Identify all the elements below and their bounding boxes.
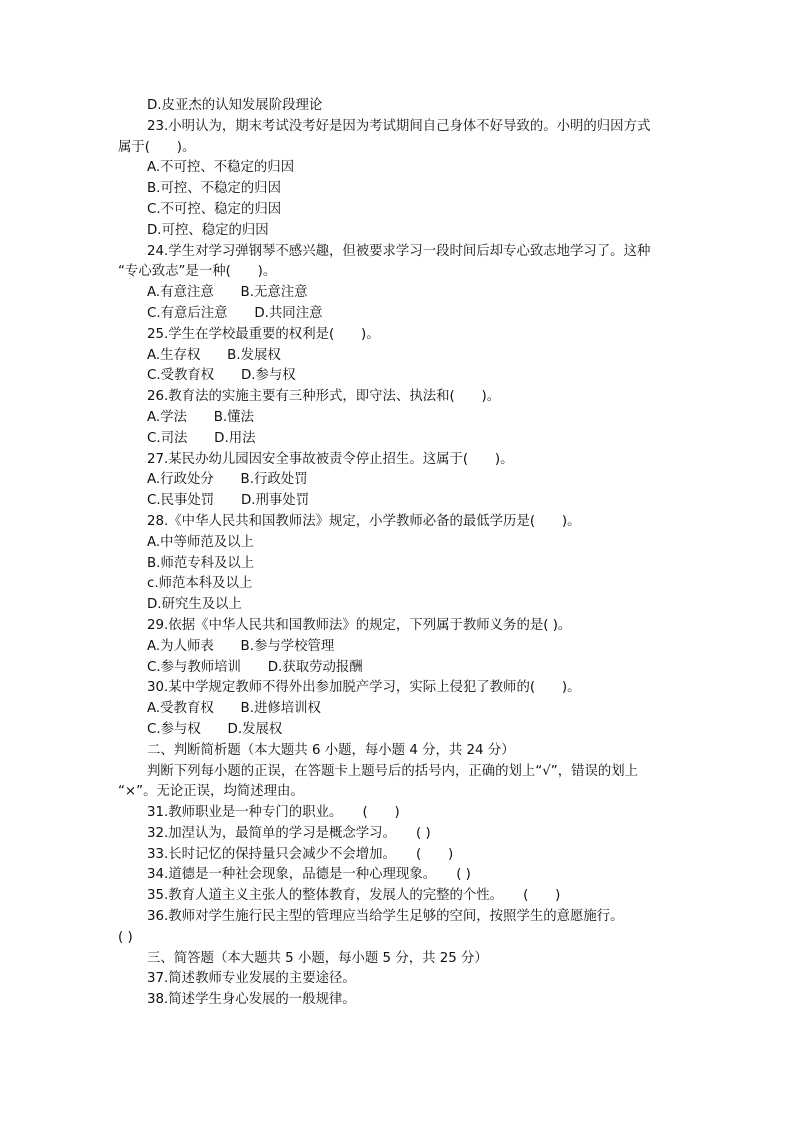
question-35: 35.教育人道主义主张人的整体教育，发展人的完整的个性。 ( ) bbox=[147, 888, 561, 904]
option-line: D.皮亚杰的认知发展阶段理论 bbox=[147, 98, 323, 113]
option-line: C.参与权 D.发展权 bbox=[147, 721, 283, 737]
option-line: D.研究生及以上 bbox=[147, 597, 242, 613]
section-heading-3: 三、简答题（本大题共 5 小题，每小题 5 分，共 25 分） bbox=[147, 950, 488, 966]
question-36: 36.教师对学生施行民主型的管理应当给学生足够的空间，按照学生的意愿施行。 bbox=[147, 909, 624, 925]
option-line: C.有意后注意 D.共同注意 bbox=[147, 305, 323, 321]
question-31: 31.教师职业是一种专门的职业。 ( ) bbox=[147, 805, 400, 821]
section-instructions: 判断下列每小题的正误，在答题卡上题号后的括号内，正确的划上“√”，错误的划上 bbox=[147, 763, 639, 779]
option-line: B.可控、不稳定的归因 bbox=[147, 181, 281, 197]
question-38: 38.简述学生身心发展的一般规律。 bbox=[147, 992, 356, 1008]
option-line: A.为人师表 B.参与学校管理 bbox=[147, 638, 335, 654]
option-line: C.参与教师培训 D.获取劳动报酬 bbox=[147, 659, 363, 675]
option-line: C.司法 D.用法 bbox=[147, 430, 256, 446]
question-28: 28.《中华人民共和国教师法》规定，小学教师必备的最低学历是( )。 bbox=[147, 513, 581, 529]
option-line: C.受教育权 D.参与权 bbox=[147, 368, 296, 384]
document-page bbox=[118, 96, 678, 1011]
option-line: A.生存权 B.发展权 bbox=[147, 347, 281, 363]
question-23-cont: 属于( )。 bbox=[118, 139, 196, 155]
question-34: 34.道德是一种社会现象，品德是一种心理现象。 ( ) bbox=[147, 867, 471, 883]
section-instructions-cont: “×”。无论正误，均简述理由。 bbox=[118, 784, 304, 800]
option-line: A.学法 B.懂法 bbox=[147, 409, 254, 425]
question-27: 27.某民办幼儿园因安全事故被责令停止招生。这属于( )。 bbox=[147, 451, 514, 467]
option-line: A.不可控、不稳定的归因 bbox=[147, 160, 295, 176]
question-23: 23.小明认为，期末考试没考好是因为考试期间自己身体不好导致的。小明的归因方式 bbox=[147, 118, 651, 134]
option-line: C.不可控、稳定的归因 bbox=[147, 201, 282, 217]
question-30: 30.某中学规定教师不得外出参加脱产学习，实际上侵犯了教师的( )。 bbox=[147, 680, 581, 696]
option-line: A.中等师范及以上 bbox=[147, 534, 254, 550]
option-line: D.可控、稳定的归因 bbox=[147, 222, 269, 238]
option-line: C.民事处罚 D.刑事处罚 bbox=[147, 493, 310, 509]
question-24: 24.学生对学习弹钢琴不感兴趣，但被要求学习一段时间后却专心致志地学习了。这种 bbox=[147, 243, 651, 259]
option-line: A.行政处分 B.行政处罚 bbox=[147, 472, 308, 488]
question-37: 37.简述教师专业发展的主要途径。 bbox=[147, 971, 356, 987]
question-25: 25.学生在学校最重要的权利是( )。 bbox=[147, 326, 380, 342]
question-24-cont: “专心致志”是一种( )。 bbox=[118, 264, 277, 280]
question-33: 33.长时记忆的保持量只会减少不会增加。 ( ) bbox=[147, 846, 454, 862]
section-heading-2: 二、判断简析题（本大题共 6 小题，每小题 4 分，共 24 分） bbox=[147, 742, 515, 758]
question-26: 26.教育法的实施主要有三种形式，即守法、执法和( )。 bbox=[147, 389, 501, 405]
option-line: B.师范专科及以上 bbox=[147, 555, 255, 571]
question-32: 32.加涅认为，最简单的学习是概念学习。 ( ) bbox=[147, 825, 431, 841]
option-line: c.师范本科及以上 bbox=[147, 576, 253, 592]
option-line: A.有意注意 B.无意注意 bbox=[147, 285, 308, 301]
question-29: 29.依据《中华人民共和国教师法》的规定，下列属于教师义务的是( )。 bbox=[147, 617, 572, 633]
question-36-cont: ( ) bbox=[118, 929, 133, 945]
option-line: A.受教育权 B.进修培训权 bbox=[147, 701, 321, 717]
